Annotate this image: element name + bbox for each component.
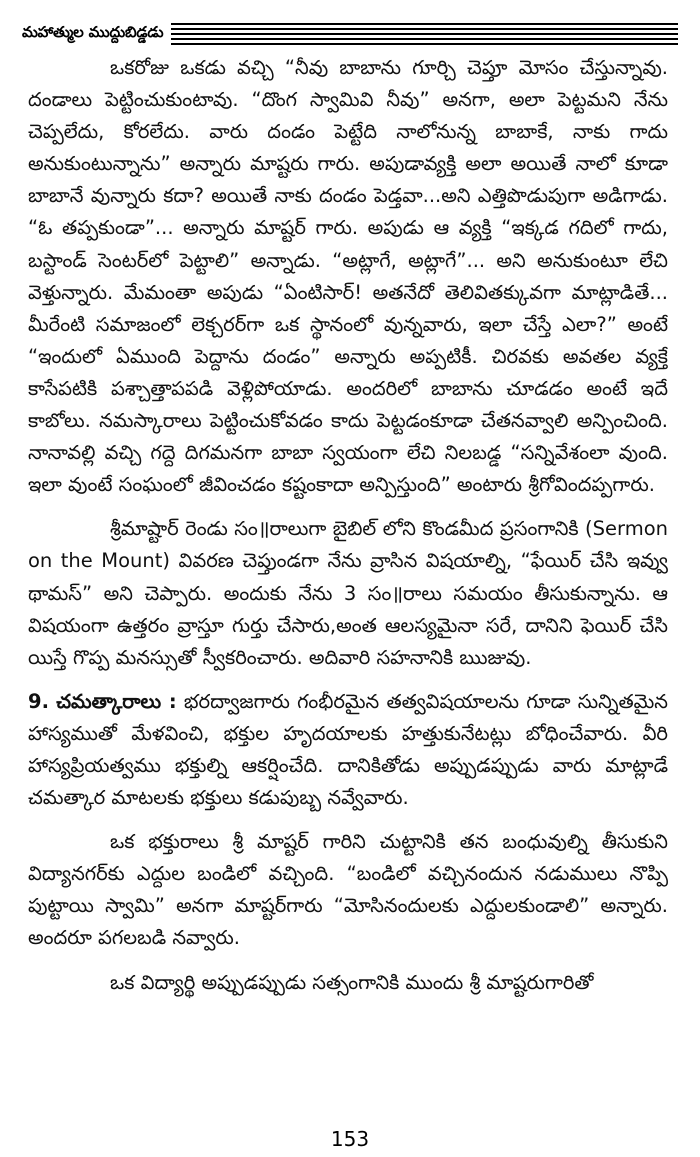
paragraph-2-english-phrase: (Sermon on the Mount) — [28, 517, 668, 573]
paragraph-5: ఒక విద్యార్థి అప్పుడప్పుడు సత్సంగానికి ముందు శ్రీ మాష్టరుగారితో — [110, 970, 594, 994]
section-9-paragraph — [28, 686, 668, 814]
page-number: 153 — [330, 1127, 370, 1151]
section-title: చమత్కారాలు : — [56, 689, 177, 713]
paragraph-2 — [28, 513, 668, 673]
paragraph-1: ఒకరోజు ఒకడు వచ్చి “నీవు బాబాను గూర్చి చెప్తూ మోసం చేస్తున్నావు. దండాలు పెట్టించుకుంటావు. “దొంగ స్వామివి నీవు” అనగా, అలా పెట్టమని నేను చెప్పలేదు, కోరలేదు. వారు దండం పెట్టేది నాలోనున్న బాబాకే, నాకు గాదు అనుకుంటున్నాను” అన్నారు మాష్టరు గారు. అపుడావ్యక్తి అలా అయితే నాలో కూడా బాబానే వున్నారు కదా? అయితే నాకు దండం పెడ్తవా...అని ఎత్తిపొడుపుగా అడిగాడు. “ఓ తప్పకుండా”... అన్నారు మాష్టర్ గారు. అపుడు ఆ వ్యక్తి “ఇక్కడ గదిలో గాదు, బస్టాండ్ సెంటర్‌లో పెట్టాలి” అన్నాడు. “అట్లాగే, అట్లాగే”... అని అనుకుంటూ లేచి వెళ్తున్నారు. మేమంతా అపుడు “ఏంటిసార్! అతనేదో తెలివితక్కువగా మాట్లాడితే... మీరేంటి సమాజంలో లెక్చరర్‌గా ఒక స్థానంలో వున్నవారు, ఇలా చేస్తే ఎలా?” అంటే “ఇందులో ఏముంది పెద్దాను దండం” అన్నారు అప్పటికీ. చిరవకు అవతల వ్యక్తే కాసేపటికి పశ్చాత్తాపపడి వెళ్లిపోయాడు. అందరిలో బాబాను చూడడం అంటే ఇదే కాబోలు. నమస్కారాలు పెట్టించుకోవడం కాదు పెట్టడంకూడా చేతనవ్వాలి అన్పించింది. నానావల్లి వచ్చి గద్దె దిగమనగా బాబా స్వయంగా లేచి నిలబడ్డ “సన్నివేశంలా వుంది. ఇలా వుంటే సంఘంలో జీవించడం కష్టంకాదా అన్పిస్తుంది” అంటారు శ్రీగోవిందప్పగారు. — [28, 56, 668, 497]
paragraph-4: ఒక భక్తురాలు శ్రీ మాష్టర్ గారిని చుట్టానికి తన బంధువుల్ని తీసుకుని విద్యానగర్‌కు ఎద్దుల బండిలో వచ్చింది. “బండిలో వచ్చినందున నడుములు నొప్పి పుట్టాయి స్వామి” అనగా మాష్టర్‌గారు “మోసినందులకు ఎద్దులకుండాలి” అన్నారు. అందరూ పగలబడి నవ్వారు. — [28, 830, 668, 950]
paragraph-2-text-after: వివరణ చెప్తుండగా నేను వ్రాసిన విషయాల్ని, “ఫేయిర్ చేసి ఇవ్వు థామస్” అని చెప్పారు. అందుకు నేను 3 సం॥రాలు సమయం తీసుకున్నాను. ఆ విషయంగా ఉత్తరం వ్రాస్తూ గుర్తు చేసారు,అంత ఆలస్యమైనా సరే, దానిని ఫెయిర్ చేసి యిస్తే గొప్ప మనస్సుతో స్వీకరించారు. అదివారి సహనానికి ఋజువు. — [28, 549, 668, 669]
page-body — [28, 52, 668, 999]
running-header — [22, 20, 678, 48]
section-9-text: భరద్వాజగారు గంభీరమైన తత్వవిషయాలను గూడా సున్నితమైన హాస్యముతో మేళవించి, భక్తుల హృదయాలకు హత్తుకునేటట్లు బోధించేవారు. వీరి హాస్యప్రియత్వము భక్తుల్ని ఆకర్షించేది. దానికితోడు అప్పుడప్పుడు వారు మాట్లాడే చమత్కార మాటలకు భక్తులు కడుపుబ్బ నవ్వేవారు. — [28, 689, 668, 810]
header-rule-lines — [171, 23, 678, 45]
paragraph-2-text-before: శ్రీమాష్టార్ రెండు సం॥రాలుగా బైబిల్ లోని కొండమీద ప్రసంగానికి — [110, 517, 586, 541]
section-number: 9. — [28, 689, 49, 713]
book-title: మహాత్ముల ముద్దుబిడ్డడు — [22, 23, 164, 41]
